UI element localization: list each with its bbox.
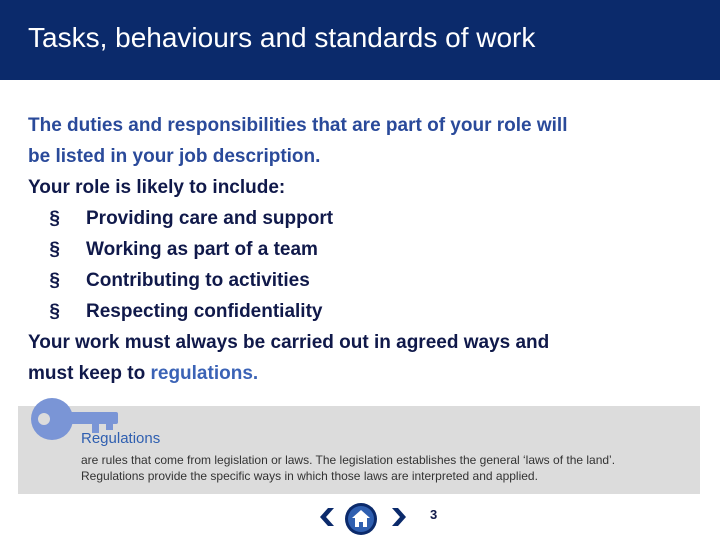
bullet-icon: § — [49, 239, 60, 260]
slide-navigation — [318, 502, 418, 534]
list-item-text: Contributing to activities — [86, 270, 310, 291]
closing-line-2-text: must keep to — [28, 363, 151, 384]
bullet-icon: § — [49, 208, 60, 229]
slide-content — [28, 110, 688, 389]
list-item — [28, 265, 688, 296]
role-list — [28, 203, 688, 327]
bullet-icon: § — [49, 301, 60, 322]
regulations-link[interactable]: regulations. — [150, 363, 259, 384]
definition-text-line-1: are rules that come from legislation or laws. The legislation establishes the general ‘laws of the land’. — [81, 453, 616, 467]
list-item — [28, 296, 688, 327]
chevron-right-icon[interactable] — [386, 506, 408, 528]
lead-in-text: Your role is likely to include: — [28, 177, 286, 198]
home-icon[interactable] — [344, 502, 378, 536]
list-item-text: Respecting confidentiality — [86, 301, 323, 322]
page-number: 3 — [430, 507, 438, 522]
intro-line-1: The duties and responsibilities that are part of your role will — [28, 115, 568, 136]
list-item — [28, 203, 688, 234]
chevron-left-icon[interactable] — [318, 506, 340, 528]
list-item-text: Working as part of a team — [86, 239, 318, 260]
definition-text — [81, 452, 691, 484]
closing-line-2 — [28, 358, 688, 389]
intro-line-2: be listed in your job description. — [28, 146, 321, 167]
list-item-text: Providing care and support — [86, 208, 334, 229]
closing-line-1: Your work must always be carried out in agreed ways and — [28, 332, 550, 353]
list-item — [28, 234, 688, 265]
slide-title: Tasks, behaviours and standards of work — [28, 22, 536, 53]
title-bar — [0, 0, 720, 80]
bullet-icon: § — [49, 270, 60, 291]
definition-text-line-2: Regulations provide the specific ways in which those laws are interpreted and applied. — [81, 469, 538, 483]
definition-term: Regulations — [81, 430, 161, 447]
